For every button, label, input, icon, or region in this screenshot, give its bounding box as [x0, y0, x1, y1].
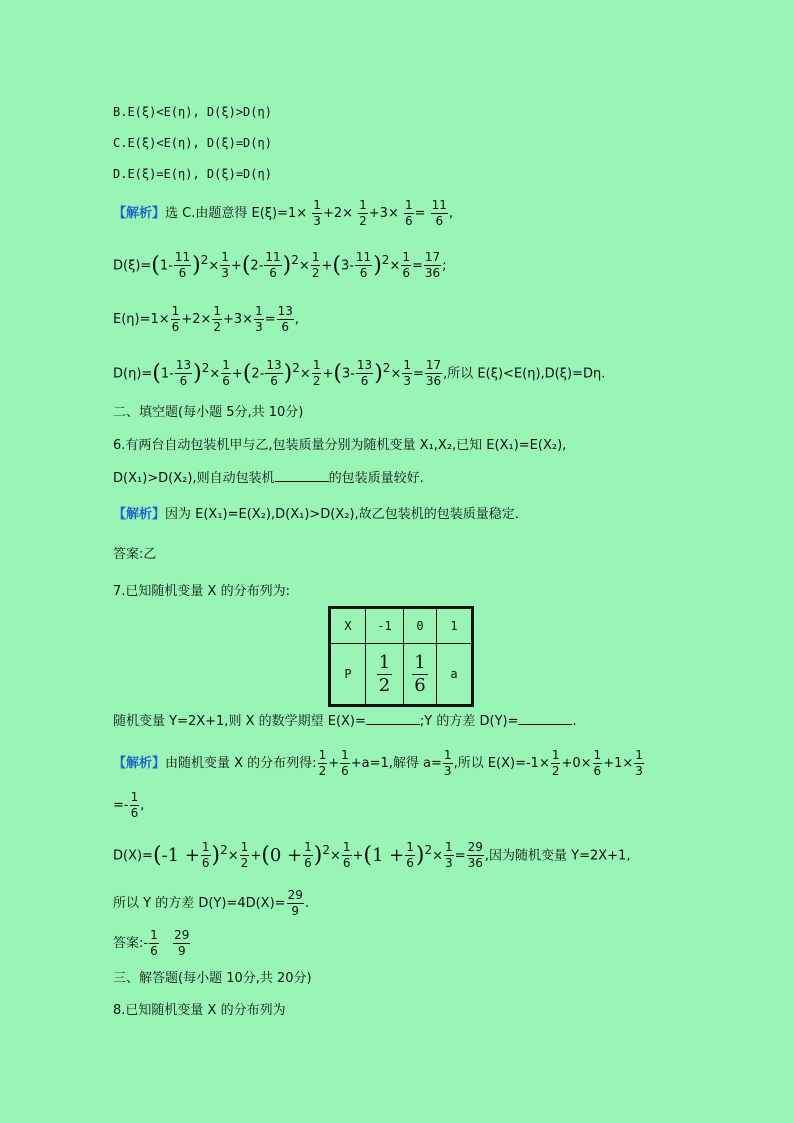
fraction: $\frac{1}{3}$	[313, 198, 321, 228]
q6-stem-line-2: D(X₁)>D(X₂),则自动包装机 的包装质量较好.	[113, 467, 424, 489]
q7-stem: 7.已知随机变量 X 的分布列为:	[113, 584, 290, 599]
q7-question: 随机变量 Y=2X+1,则 X 的数学期望 E(X)= ;Y 的方差 D(Y)= .	[113, 710, 577, 732]
q7-analysis-line-4: 所以 Y 的方差 D(Y)=4D(X)= $\frac{29}{9}$ .	[113, 888, 309, 918]
answer-blank	[366, 710, 420, 725]
q7-analysis-line-3: D(X)=(-1 + $\frac{1}{6}$ )2× $\frac{1}{2}$ +(0 + $\frac{1}{6}$ )2× $\frac{1}{6}$ +(1 + $\frac{1}{6}$ )2× $\frac{1}{3}$ = $\frac{29}{36}$ ,因为随机变量 Y=2X+1,	[113, 840, 631, 871]
fraction: $\frac{11}{6}$	[431, 198, 447, 228]
answer-blank	[518, 710, 572, 725]
section-heading-2: 二、填空题(每小题 5分,共 10分)	[113, 405, 304, 420]
fraction: $\frac{1}{2}$	[359, 198, 367, 228]
option-c: C.E(ξ)<E(η), D(ξ)=D(η)	[113, 136, 272, 150]
answer-blank	[275, 467, 329, 482]
q8-stem: 8.已知随机变量 X 的分布列为	[113, 1003, 286, 1018]
q5-analysis-line-3: E(η)=1× $\frac{1}{6}$ +2× $\frac{1}{2}$ +3× $\frac{1}{3}$ = $\frac{13}{6}$ ,	[113, 304, 300, 334]
q5-analysis-line-4: D(η)=(1- $\frac{13}{6}$ )2× $\frac{1}{6}$ +(2- $\frac{13}{6}$ )2× $\frac{1}{2}$ +(3- $\frac{13}{6}$ )2× $\frac{1}{3}$ = $\frac{17}{36}$ ,所以 E(ξ)<E(η),D(ξ)=Dη.	[113, 358, 606, 389]
fraction: $\frac{1}{6}$	[404, 198, 413, 228]
q6-answer: 答案:乙	[113, 547, 157, 562]
distribution-table: X -1 0 1 P $\frac{1}{2}$ $\frac{1}{6}$ a	[328, 606, 474, 707]
q7-answer: 答案:- $\frac{1}{6}$ $\frac{29}{9}$	[113, 928, 190, 958]
option-b: B.E(ξ)<E(η), D(ξ)>D(η)	[113, 105, 272, 119]
q7-analysis-line-2: =- $\frac{1}{6}$ ,	[113, 790, 145, 820]
option-d: D.E(ξ)=E(η), D(ξ)=D(η)	[113, 167, 272, 181]
q5-analysis-line-1: 【解析】选 C.由题意得 E(ξ)=1× $\frac{1}{3}$ +2× $\frac{1}{2}$ +3× $\frac{1}{6}$ = $\frac{11}{6}$ ,	[113, 198, 454, 228]
section-heading-3: 三、解答题(每小题 10分,共 20分)	[113, 971, 312, 986]
q6-analysis: 【解析】因为 E(X₁)=E(X₂),D(X₁)>D(X₂),故乙包装机的包装质量稳定.	[113, 507, 519, 522]
q7-analysis-line-1: 【解析】由随机变量 X 的分布列得: $\frac{1}{2}$ + $\frac{1}{6}$ +a=1,解得 a= $\frac{1}{3}$ ,所以 E(X)=-1× $\frac{1}{2}$ +0× $\frac{1}{6}$ +1× $\frac{1}{3}$	[113, 748, 643, 778]
q5-analysis-line-2: D(ξ)=(1- $\frac{11}{6}$ )2× $\frac{1}{3}$ +(2- $\frac{11}{6}$ )2× $\frac{1}{2}$ +(3- $\frac{11}{6}$ )2× $\frac{1}{6}$ = $\frac{17}{36}$ ;	[113, 250, 447, 281]
q6-stem-line-1: 6.有两台自动包装机甲与乙,包装质量分别为随机变量 X₁,X₂,已知 E(X₁)=E(X₂),	[113, 438, 567, 453]
